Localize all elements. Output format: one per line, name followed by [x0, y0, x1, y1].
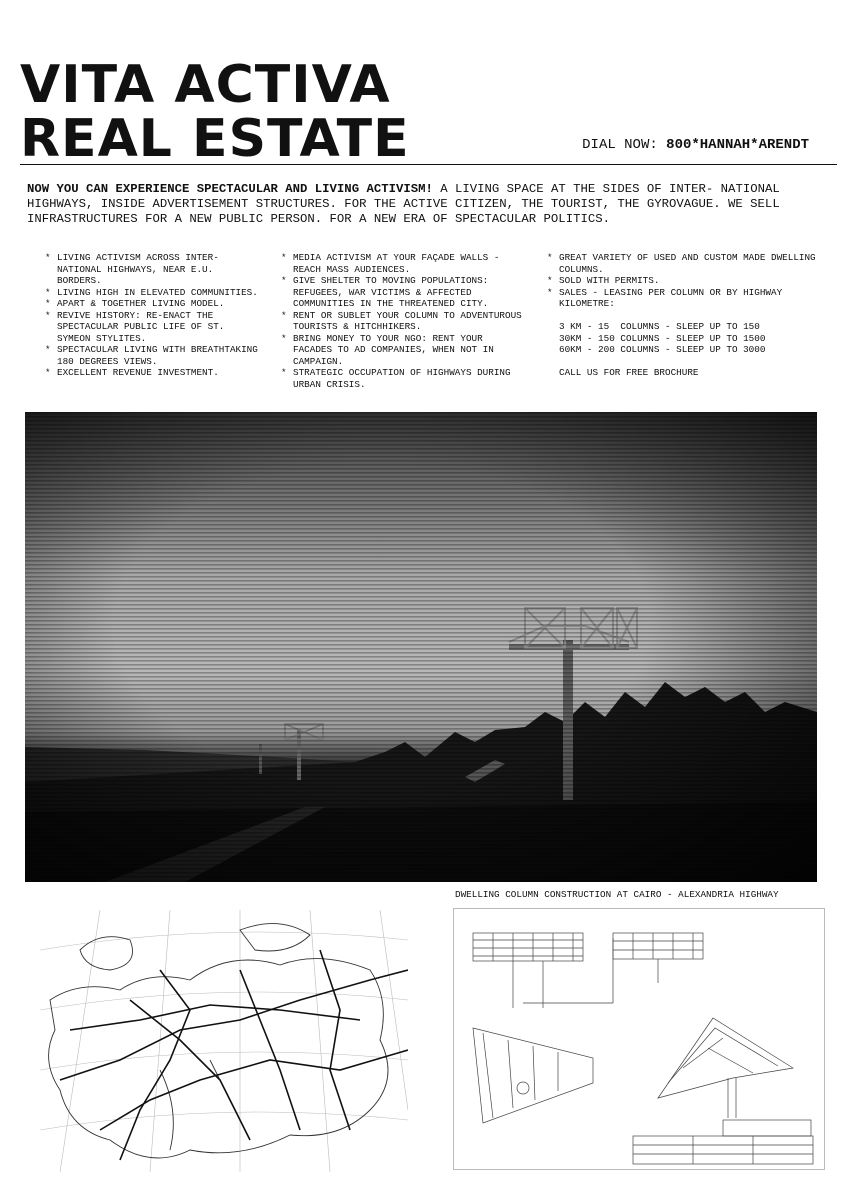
- highway-photo: [25, 412, 817, 882]
- intro-body: A LIVING SPACE AT THE SIDES OF INTER- NATIONAL HIGHWAYS, INSIDE ADVERTISEMENT STRUCTURES. FOR THE ACTIVE CITIZEN, THE TOURIST, THE GYROVAGUE. WE SELL INFRASTRUCTURES FOR A NEW PUBLIC PERSON. FOR A NEW ERA OF SPECTACULAR POLITICS.: [27, 182, 780, 226]
- list-item: * MEDIA ACTIVISM AT YOUR FAÇADE WALLS - REACH MASS AUDIENCES.: [281, 252, 526, 275]
- list-item: * SOLD WITH PERMITS.: [547, 275, 817, 287]
- list-item: * EXCELLENT REVENUE INVESTMENT.: [45, 367, 260, 379]
- list-item: * BRING MONEY TO YOUR NGO: RENT YOUR FACADES TO AD COMPANIES, WHEN NOT IN CAMPAIGN.: [281, 333, 526, 368]
- brochure-cta: CALL US FOR FREE BROCHURE: [559, 367, 699, 378]
- construction-drawings: [453, 908, 825, 1170]
- list-item: * SALES - LEASING PER COLUMN OR BY HIGHWAY KILOMETRE:: [547, 287, 817, 310]
- list-item: * GIVE SHELTER TO MOVING POPULATIONS: REFUGEES, WAR VICTIMS & AFFECTED COMMUNITIES IN THE THREATENED CITY.: [281, 275, 526, 310]
- list-item: * SPECTACULAR LIVING WITH BREATHTAKING 180 DEGREES VIEWS.: [45, 344, 260, 367]
- intro-headline: NOW YOU CAN EXPERIENCE SPECTACULAR AND LIVING ACTIVISM!: [27, 182, 433, 196]
- features-middle-list: [281, 252, 526, 390]
- list-item: * LIVING HIGH IN ELEVATED COMMUNITIES.: [45, 287, 260, 299]
- europe-highway-map: [40, 910, 408, 1172]
- pricing-line: 3 KM - 15 COLUMNS - SLEEP UP TO 150: [559, 321, 760, 332]
- features-left-list: [45, 252, 260, 379]
- dial-label: DIAL NOW:: [582, 137, 658, 153]
- photo-caption: DWELLING COLUMN CONSTRUCTION AT CAIRO - ALEXANDRIA HIGHWAY: [455, 889, 779, 900]
- list-item: * REVIVE HISTORY: RE-ENACT THE SPECTACULAR PUBLIC LIFE OF ST. SYMEON STYLITES.: [45, 310, 260, 345]
- pricing-line: 30KM - 150 COLUMNS - SLEEP UP TO 1500: [559, 332, 766, 344]
- page-title: [20, 55, 410, 169]
- list-item: * RENT OR SUBLET YOUR COLUMN TO ADVENTUROUS TOURISTS & HITCHHIKERS.: [281, 310, 526, 333]
- header-divider: [20, 164, 837, 165]
- list-item: * GREAT VARIETY OF USED AND CUSTOM MADE DWELLING COLUMNS.: [547, 252, 817, 275]
- spacer: [547, 310, 817, 322]
- title-line-2: REAL ESTATE: [20, 109, 410, 169]
- list-item: * LIVING ACTIVISM ACROSS INTER- NATIONAL HIGHWAYS, NEAR E.U. BORDERS.: [45, 252, 260, 287]
- dial-now: [582, 137, 809, 153]
- list-item: * APART & TOGETHER LIVING MODEL.: [45, 298, 260, 310]
- list-item: * STRATEGIC OCCUPATION OF HIGHWAYS DURING URBAN CRISIS.: [281, 367, 526, 390]
- dial-number: 800*HANNAH*ARENDT: [666, 137, 809, 153]
- title-line-1: VITA ACTIVA: [20, 55, 391, 115]
- pricing-line: 60KM - 200 COLUMNS - SLEEP UP TO 3000: [559, 344, 766, 355]
- spacer: [547, 356, 817, 368]
- features-right-list: [547, 252, 817, 379]
- intro-paragraph: [27, 182, 827, 227]
